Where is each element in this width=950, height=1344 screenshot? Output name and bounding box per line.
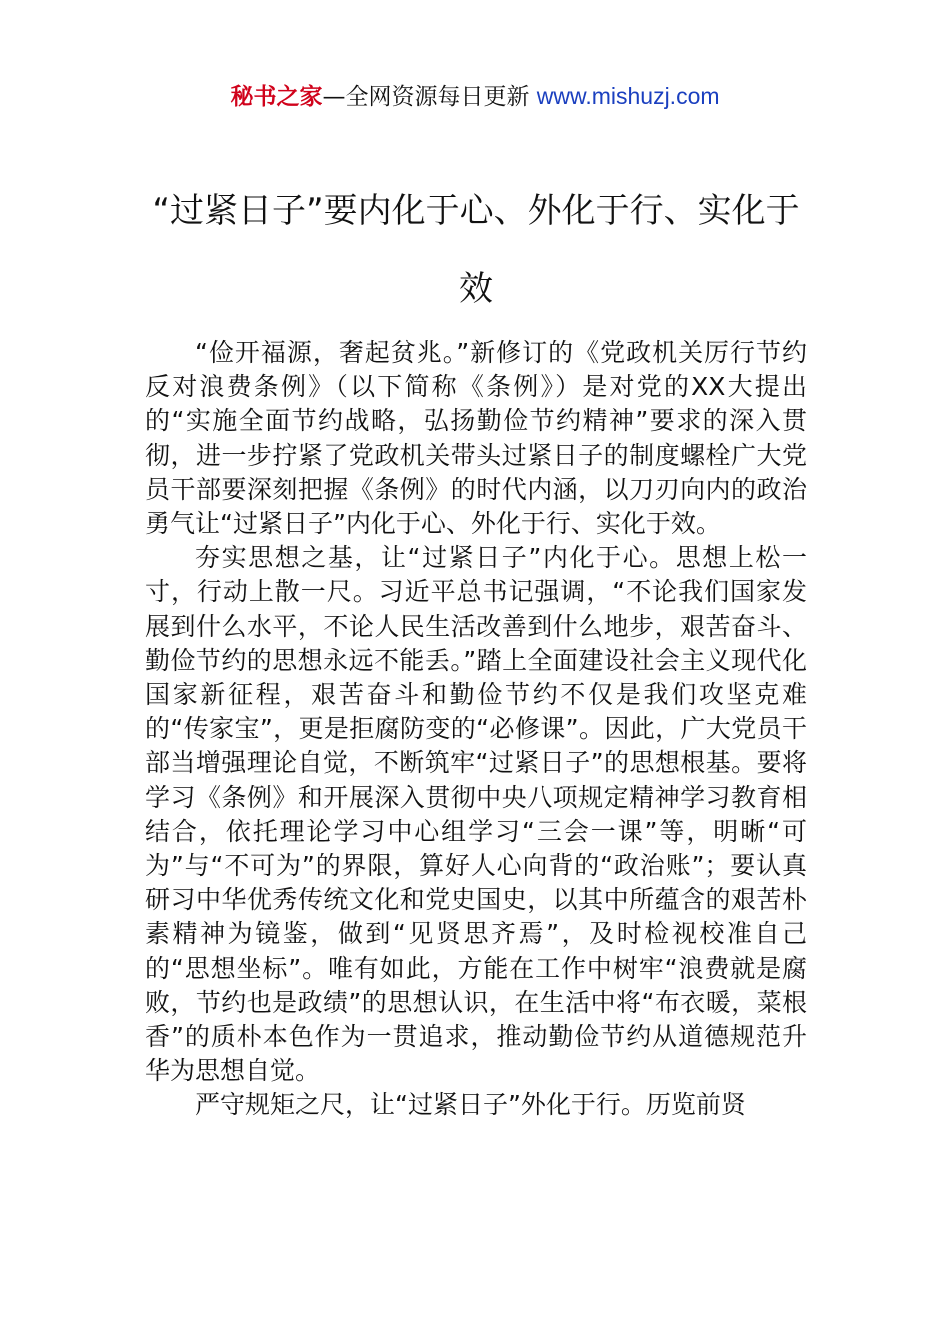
paragraph: “俭开福源，奢起贫兆。”新修订的《党政机关厉行节约反对浪费条例》（以下简称《条例》）是对党的XX大提出的“实施全面节约战略，弘扬勤俭节约精神”要求的深入贯彻，进一步拧紧了党政机关带头过紧日子的制度螺栓广大党员干部要深刻把握《条例》的时代内涵，以刀刃向内的政治勇气让“过紧日子”内化于心、外化于行、实化于效。 xyxy=(145,338,807,539)
paragraph: 夯实思想之基，让“过紧日子”内化于心。思想上松一寸，行动上散一尺。习近平总书记强调，“不论我们国家发展到什么水平，不论人民生活改善到什么地步，艰苦奋斗、勤俭节约的思想永远不能丢。”踏上全面建设社会主义现代化国家新征程，艰苦奋斗和勤俭节约不仅是我们攻坚克难的“传家宝”，更是拒腐防变的“必修课”。因此，广大党员干部当增强理论自觉，不断筑牢“过紧日子”的思想根基。要将学习《条例》和开展深入贯彻中央八项规定精神学习教育相结合，依托理论学习中心组学习“三会一课”等，明晰“可为”与“不可为”的界限，算好人心向背的“政治账”；要认真研习中华优秀传统文化和党史国史，以其中所蕴含的艰苦朴素精神为镜鉴，做到“见贤思齐焉”，及时检视校准自己的“思想坐标”。唯有如此，方能在工作中树牢“浪费就是腐败，节约也是政绩”的思想认识，在生活中将“布衣暖，菜根香”的质朴本色作为一贯追求，推动勤俭节约从道德规范升华为思想自觉。 xyxy=(145,543,807,1086)
site-brand: 秘书之家 xyxy=(230,84,323,110)
document-title: “过紧日子”要内化于心、外化于行、实化于效 xyxy=(152,191,800,309)
paragraph: 严守规矩之尺，让“过紧日子”外化于行。历览前贤 xyxy=(195,1090,746,1120)
document-body xyxy=(145,336,807,1123)
site-tagline: —全网资源每日更新 xyxy=(322,84,537,110)
site-url-link[interactable]: www.mishuzj.com xyxy=(536,83,720,109)
site-header xyxy=(0,80,950,113)
